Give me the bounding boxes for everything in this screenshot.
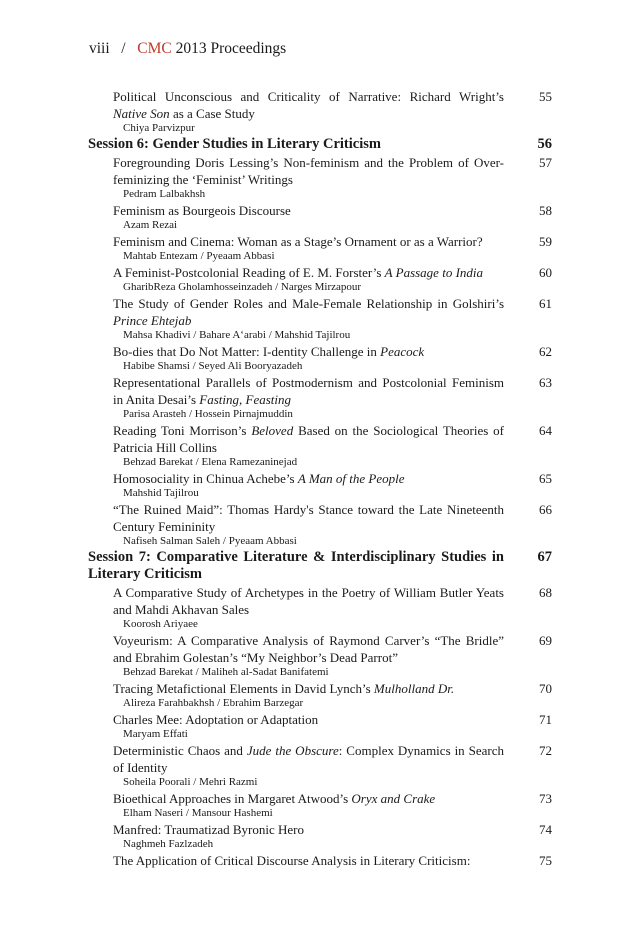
entry-page-number: 64 [539,423,552,438]
entry-authors: Parisa Arasteh / Hossein Pirnajmuddin [123,408,293,420]
toc-entry [88,821,552,851]
entry-title: The Application of Critical Discourse Analysis in Literary Criticism: [113,853,471,868]
entry-title: Homosociality in Chinua Achebe’s A Man of the People [113,471,405,486]
entry-title: Bioethical Approaches in Margaret Atwood’s Oryx and Crake [113,791,436,806]
entry-page-number: 59 [539,234,552,249]
toc-entry [88,295,552,342]
toc-entry [88,742,552,789]
session-page-number: 67 [537,549,552,565]
toc-entry [88,470,552,500]
toc-entry [88,154,552,201]
entry-authors: Nafiseh Salman Saleh / Pyeaam Abbasi [123,535,297,547]
entry-authors: Alireza Farahbakhsh / Ebrahim Barzegar [123,697,304,709]
entry-page-number: 69 [539,633,552,648]
entry-authors: Habibe Shamsi / Seyed Ali Booryazadeh [123,360,303,372]
entry-authors: Behzad Barekat / Elena Ramezaninejad [123,456,298,468]
entry-title: Feminism as Bourgeois Discourse [113,203,291,218]
entry-title: A Comparative Study of Archetypes in the Poetry of William Butler Yeats and Mahdi Akhavan Sales [113,585,504,617]
entry-authors: Mahshid Tajilrou [123,487,199,499]
entry-page-number: 57 [539,155,552,170]
entry-title: “The Ruined Maid”: Thomas Hardy's Stance toward the Late Nineteenth Century Femininity [113,502,504,534]
entry-page-number: 55 [539,89,552,104]
session-page-number: 56 [537,136,552,152]
session-title: Session 7: Comparative Literature & Interdisciplinary Studies in Literary Criticism [88,549,504,582]
entry-title: A Feminist-Postcolonial Reading of E. M. Forster’s A Passage to India [113,265,484,280]
toc-entry [88,790,552,820]
entry-authors: Chiya Parvizpur [123,122,195,134]
entry-page-number: 70 [539,681,552,696]
entry-authors: Mahsa Khadivi / Bahare A‘arabi / Mahshid Tajilrou [123,329,351,341]
session-heading [88,136,552,153]
entry-page-number: 75 [539,853,552,868]
toc-entry [88,584,552,631]
entry-authors: Elham Naseri / Mansour Hashemi [123,807,273,819]
entry-page-number: 60 [539,265,552,280]
entry-authors: GharibReza Gholamhosseinzadeh / Narges Mirzapour [123,281,362,293]
table-of-contents [88,88,552,870]
session-heading [88,549,552,583]
toc-entry [88,852,552,869]
entry-page-number: 62 [539,344,552,359]
conference-acronym: CMC [137,40,172,57]
entry-title: Representational Parallels of Postmodernism and Postcolonial Feminism in Anita Desai’s Fasting, Feasting [113,375,504,407]
entry-page-number: 58 [539,203,552,218]
entry-title: Political Unconscious and Criticality of Narrative: Richard Wright’s Native Son as a Case Study [113,89,504,121]
entry-title: Deterministic Chaos and Jude the Obscure: Complex Dynamics in Search of Identity [113,743,504,775]
entry-title: Feminism and Cinema: Woman as a Stage’s Ornament or as a Warrior? [113,234,483,249]
entry-page-number: 72 [539,743,552,758]
entry-title: Manfred: Traumatizad Byronic Hero [113,822,304,837]
entry-authors: Maryam Effati [123,728,188,740]
entry-page-number: 66 [539,502,552,517]
entry-page-number: 68 [539,585,552,600]
toc-entry [88,233,552,263]
toc-entry [88,501,552,548]
entry-authors: Azam Rezai [123,219,178,231]
toc-entry [88,88,552,135]
toc-entry [88,711,552,741]
entry-page-number: 65 [539,471,552,486]
toc-entry [88,202,552,232]
entry-page-number: 74 [539,822,552,837]
entry-authors: Pedram Lalbakhsh [123,188,206,200]
entry-authors: Naghmeh Fazlzadeh [123,838,214,850]
entry-authors: Behzad Barekat / Maliheh al-Sadat Banifatemi [123,666,329,678]
toc-entry [88,374,552,421]
entry-title: Tracing Metafictional Elements in David Lynch’s Mulholland Dr. [113,681,455,696]
entry-page-number: 61 [539,296,552,311]
entry-title: Voyeurism: A Comparative Analysis of Raymond Carver’s “The Bridle” and Ebrahim Golestan’s “My Neighbor’s Dead Parrot” [113,633,504,665]
entry-title: The Study of Gender Roles and Male-Female Relationship in Golshiri’s Prince Ehtejab [113,296,504,328]
entry-title: Reading Toni Morrison’s Beloved Based on the Sociological Theories of Patricia Hill Collins [113,423,505,455]
entry-page-number: 71 [539,712,552,727]
toc-entry [88,264,552,294]
entry-page-number: 63 [539,375,552,390]
toc-entry [88,680,552,710]
entry-title: Charles Mee: Adoptation or Adaptation [113,712,319,727]
entry-title: Foregrounding Doris Lessing’s Non-feminism and the Problem of Over-feminizing the ‘Feminist’ Writings [113,155,504,187]
entry-title: Bo-dies that Do Not Matter: I-dentity Challenge in Peacock [113,344,425,359]
proceedings-title: 2013 Proceedings [175,40,287,57]
toc-entry [88,343,552,373]
running-header [89,40,286,58]
entry-page-number: 73 [539,791,552,806]
entry-authors: Soheila Poorali / Mehri Razmi [123,776,258,788]
toc-entry [88,422,552,469]
entry-authors: Koorosh Ariyaee [123,618,198,630]
header-separator: / [121,40,126,57]
page-number-label: viii [89,40,110,57]
session-title: Session 6: Gender Studies in Literary Criticism [88,136,381,152]
entry-authors: Mahtab Entezam / Pyeaam Abbasi [123,250,275,262]
toc-entry [88,632,552,679]
